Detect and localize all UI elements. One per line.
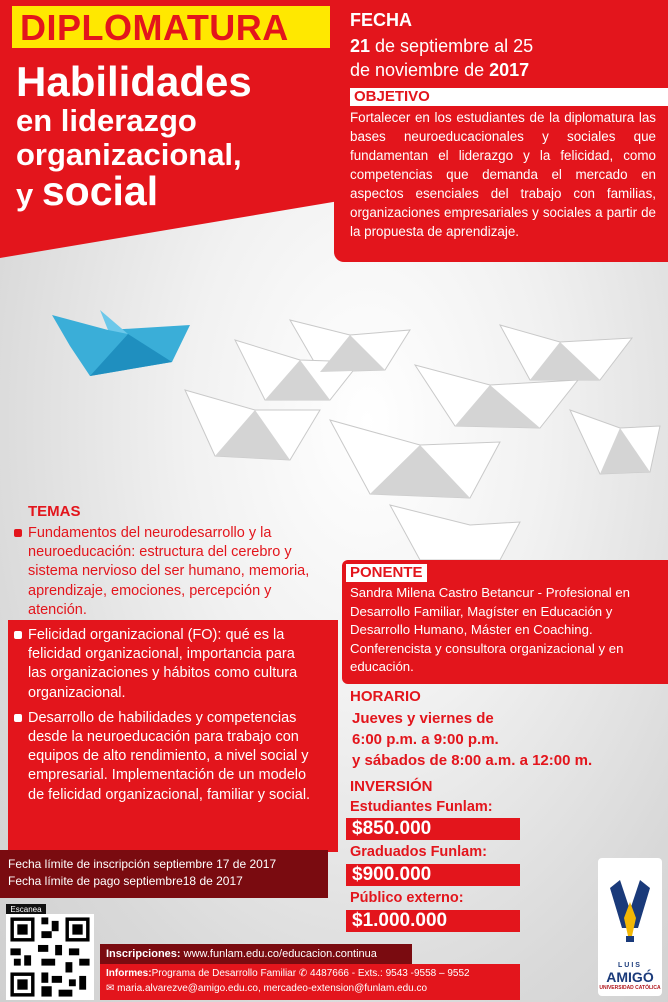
fecha-range: de septiembre al 25 [370,36,534,56]
ponente-heading: PONENTE [346,564,427,582]
title-word-y: y [16,177,34,212]
horario-text [352,708,666,771]
paper-boats-illustration [0,250,668,570]
inversion-heading: INVERSIÓN [350,778,433,795]
inscripciones-line [106,948,412,960]
email-icon: ✉ [106,983,115,994]
logo-prefix: LUIS [618,962,642,969]
fecha-value [350,34,660,82]
deadline-inscripcion: Fecha límite de inscripción septiembre 17 de 2017 [8,857,277,871]
email-addresses[interactable]: maria.alvarezve@amigo.edu.co, mercadeo-extension@funlam.edu.co [117,983,428,994]
scan-label: Escanea [6,904,46,916]
logo-text [598,962,662,991]
phone-number: 4487666 - Exts.: 9543 -9558 – 9552 [307,968,470,979]
fecha-year: 2017 [489,60,530,80]
inscripciones-url[interactable]: www.funlam.edu.co/educacion.continua [180,948,377,960]
blue-paper-boat [52,310,190,376]
horario-line-3: y sábados de 8:00 a.m. a 12:00 m. [352,752,593,769]
bullet-icon [14,714,22,722]
fecha-heading: FECHA [350,10,412,30]
logo-name: AMIGÓ [606,969,654,985]
phone-icon: ✆ [298,968,308,979]
price-value-externo: $1.000.000 [352,910,448,931]
logo-subtitle: UNIVERSIDAD CATÓLICA [599,985,661,991]
bullet-icon [14,529,22,537]
deadline-pago: Fecha límite de pago septiembre18 de 2017 [8,874,243,888]
temas-heading: TEMAS [28,503,81,520]
title-line-1: Habilidades [16,58,252,105]
informes-line [106,968,518,979]
bullet-icon [14,631,22,639]
tema-item: Fundamentos del neurodesarrollo y la neuroeducación: estructura del cerebro y sistema nervioso del ser humano, memoria, aprendizaje, emociones, percepción y atención. [12,524,317,620]
objetivo-heading: OBJETIVO [350,88,668,106]
ponente-text: Sandra Milena Castro Betancur - Profesional en Desarrollo Familiar, Magíster en Educación y Desarrollo Humano, Máster en Coaching. Conferencista y consultora organizacional y en educación. [350,585,631,674]
email-line [106,983,518,994]
price-value-graduados: $900.000 [352,864,432,885]
informes-text: Programa de Desarrollo Familiar [151,968,297,979]
horario-line-1: Jueves y viernes de [352,710,494,727]
temas-list [12,524,317,805]
price-label-estudiantes: Estudiantes Funlam: [350,799,493,815]
qr-code-icon[interactable] [6,914,94,1000]
fecha-day-start: 21 [350,36,371,56]
horario-line-2: 6:00 p.m. a 9:00 p.m. [352,731,499,748]
title-line-3: organizacional, [16,137,242,172]
horario-heading: HORARIO [350,688,421,705]
program-title [16,60,346,214]
title-line-4 [16,168,346,214]
title-line-2: en liderazgo [16,103,197,138]
title-word-social: social [41,168,159,214]
diplomatura-badge: DIPLOMATURA [20,7,289,48]
price-label-externo: Público externo: [350,890,464,906]
inscripciones-label: Inscripciones: [106,948,181,960]
price-label-graduados: Graduados Funlam: [350,844,487,860]
fecha-range-2: de noviembre de [350,60,490,80]
price-value-estudiantes: $850.000 [352,818,432,839]
informes-label: Informes: [106,968,152,979]
tema-item: Felicidad organizacional (FO): qué es la felicidad organizacional, importancia para las organizaciones y hábitos como cultura organizacional. [12,626,317,703]
objetivo-text: Fortalecer en los estudiantes de la diplomatura las bases neuroeducacionales y sociales que fundamentan el liderazgo y la felicidad, como competencias que demanda el mercado en aspectos esenciales del trabajo con familias, organizaciones empresariales y sociales a partir de la propuesta de aprendizaje. [350,110,656,239]
tema-item: Desarrollo de habilidades y competencias desde la neuroeducación para trabajo con equipos de alto rendimiento, a nivel social y empresarial. Implementación de un modelo de felicidad organizacional, familiar y social. [12,709,317,805]
amigo-logo-icon [598,858,662,958]
